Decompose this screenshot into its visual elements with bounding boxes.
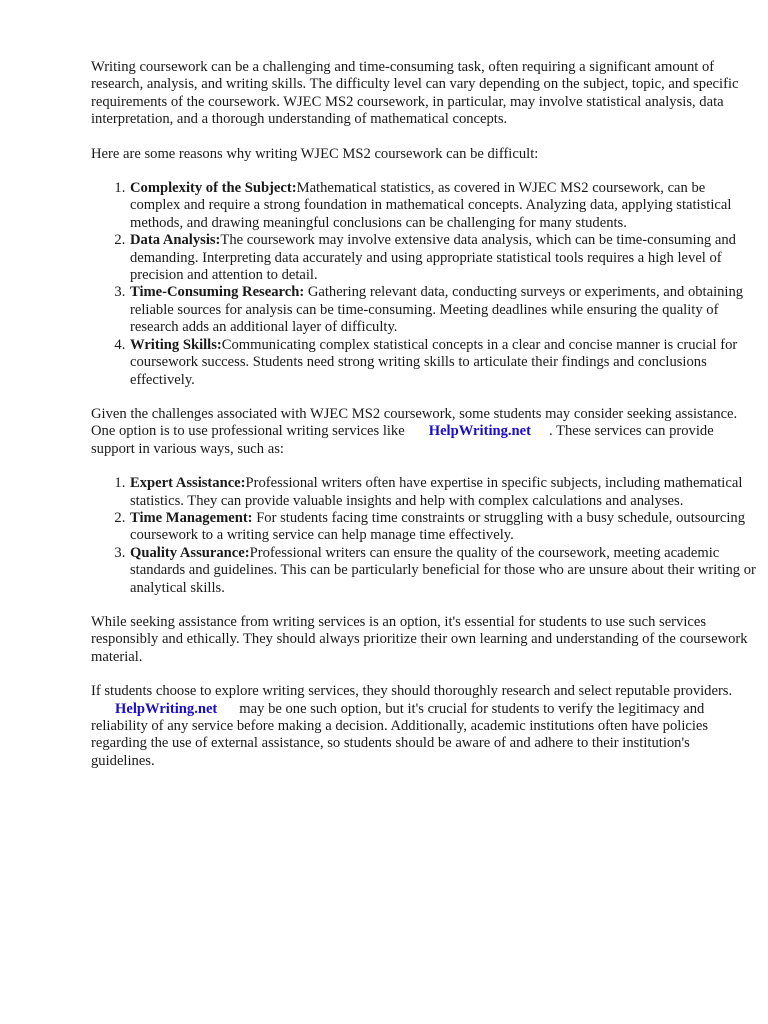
intro-paragraph: Writing coursework can be a challenging and time-consuming task, often requiring a significant amount of research, analysis, and writing skills. The difficulty level can vary depending on the subject, topic, and specific requirements of the coursework. WJEC MS2 coursework, in particular, may involve statistical analysis, data interpretation, and a thorough understanding of mathematical concepts. bbox=[91, 59, 739, 128]
reason-term: Complexity of the Subject: bbox=[130, 180, 297, 197]
reasons-list bbox=[91, 180, 756, 389]
service-item-quality bbox=[129, 545, 756, 597]
service-term: Expert Assistance: bbox=[130, 475, 246, 492]
reason-text: Gathering relevant data, conducting surveys or experiments, and obtaining reliable sources for analysis can be time-consuming. Meeting deadlines while ensuring the quality of research adds an additional layer of difficulty. bbox=[130, 284, 744, 336]
responsibly-paragraph: While seeking assistance from writing services is an option, it's essential for students to use such services responsibly and ethically. They should always prioritize their own learning and understanding of the coursework material. bbox=[91, 613, 748, 665]
reason-text: Mathematical statistics, as covered in WJEC MS2 coursework, can be complex and require a strong foundation in mathematical concepts. Analyzing data, applying statistical methods, and drawing meaningful conclusions can be challenging for many students. bbox=[130, 180, 732, 231]
reason-item-data-analysis bbox=[129, 232, 756, 284]
closing-text-after: may be one such option, but it's crucial for students to verify the legitimacy and reliability of any service before making a decision. Additionally, academic institutions often have policies regarding the use of external assistance, so students should be aware of and adhere to their institution's guidelines. bbox=[91, 700, 709, 769]
services-list bbox=[91, 475, 756, 597]
assistance-paragraph bbox=[91, 406, 756, 458]
reason-text: Communicating complex statistical concepts in a clear and concise manner is crucial for coursework success. Students need strong writing skills to articulate their findings and conclusions effectively. bbox=[130, 336, 738, 388]
reason-text: The coursework may involve extensive data analysis, which can be time-consuming and demanding. Interpreting data accurately and using appropriate statistical tools requires a high level of precision and attention to detail. bbox=[130, 232, 736, 284]
document-body bbox=[91, 59, 756, 787]
assistance-text-before: Given the challenges associated with WJEC MS2 coursework, some students may consider seeking assistance. One option is to use professional writing services like bbox=[91, 405, 738, 440]
assistance-text-after: . These services can provide support in various ways, such as: bbox=[91, 423, 714, 457]
helpwriting-link[interactable]: HelpWriting.net bbox=[115, 700, 218, 717]
service-text: For students facing time constraints or struggling with a busy schedule, outsourcing coursework to a writing service can help manage time effectively. bbox=[130, 509, 746, 544]
closing-paragraph bbox=[91, 683, 756, 770]
reason-term: Data Analysis: bbox=[130, 232, 221, 249]
service-term: Time Management: bbox=[130, 509, 253, 526]
reason-term: Writing Skills: bbox=[130, 336, 222, 353]
reason-item-research bbox=[129, 284, 756, 336]
service-text: Professional writers often have expertise in specific subjects, including mathematical statistics. They can provide valuable insights and help with complex calculations and analyses. bbox=[130, 475, 743, 509]
reasons-intro: Here are some reasons why writing WJEC MS2 coursework can be difficult: bbox=[91, 145, 539, 162]
service-term: Quality Assurance: bbox=[130, 544, 250, 561]
reason-term: Time-Consuming Research: bbox=[130, 284, 305, 301]
closing-text-before: If students choose to explore writing services, they should thoroughly research and select reputable providers. bbox=[91, 683, 733, 700]
service-item-expert bbox=[129, 475, 756, 510]
service-item-time bbox=[129, 510, 756, 545]
reason-item-complexity bbox=[129, 180, 756, 232]
reason-item-writing-skills bbox=[129, 337, 756, 389]
helpwriting-link[interactable]: HelpWriting.net bbox=[428, 423, 532, 440]
service-text: Professional writers can ensure the quality of the coursework, meeting academic standards and guidelines. This can be particularly beneficial for those who are unsure about their writing or analytical skills. bbox=[130, 544, 756, 596]
